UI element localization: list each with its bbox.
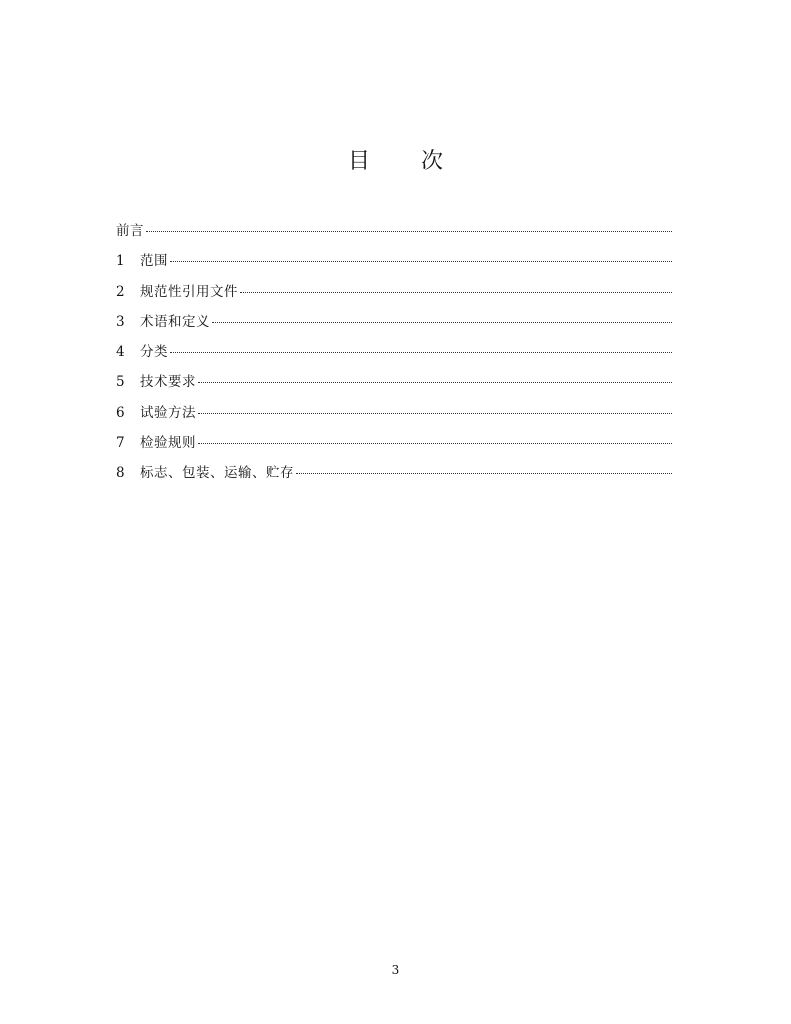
toc-entry-number: 4	[116, 344, 125, 361]
page-number: 3	[391, 963, 400, 977]
toc-entry-number: 2	[116, 283, 125, 300]
toc-title: 目 次	[348, 149, 465, 174]
toc-dot-leader	[146, 231, 672, 232]
toc-entry-preface[interactable]	[116, 216, 672, 246]
toc-entry-normative-references[interactable]	[116, 277, 672, 307]
toc-dot-leader	[240, 292, 672, 293]
toc-dot-leader	[170, 352, 672, 353]
toc-dot-leader	[198, 382, 672, 383]
toc-dot-leader	[198, 413, 672, 414]
toc-entry-scope[interactable]	[116, 246, 672, 276]
toc-entry-number: 1	[116, 253, 125, 270]
toc-entry-label: 技术要求	[140, 374, 196, 391]
toc-entry-label: 检验规则	[140, 435, 196, 452]
toc-entry-number: 6	[116, 404, 125, 421]
toc-dot-leader	[296, 473, 672, 474]
toc-entry-technical-requirements[interactable]	[116, 367, 672, 397]
toc-dot-leader	[170, 261, 672, 262]
toc-dot-leader	[198, 443, 672, 444]
toc-entry-label: 术语和定义	[140, 313, 210, 330]
toc-entry-label: 分类	[140, 344, 168, 361]
toc-entry-number: 5	[116, 374, 125, 391]
toc-entry-label: 标志、包装、运输、贮存	[140, 465, 294, 482]
toc-entry-label: 试验方法	[140, 404, 196, 421]
toc-entry-label: 规范性引用文件	[140, 283, 238, 300]
toc-entry-terms-definitions[interactable]	[116, 307, 672, 337]
toc-entry-marking-packaging[interactable]	[116, 458, 672, 488]
toc-entry-label: 范围	[140, 253, 168, 270]
toc-entry-inspection-rules[interactable]	[116, 428, 672, 458]
toc-entry-number: 3	[116, 313, 125, 330]
toc-entry-classification[interactable]	[116, 337, 672, 367]
toc-list	[116, 216, 672, 489]
toc-entry-test-methods[interactable]	[116, 398, 672, 428]
toc-entry-number: 7	[116, 435, 125, 452]
toc-dot-leader	[212, 322, 672, 323]
toc-entry-label: 前言	[116, 223, 144, 239]
toc-entry-number: 8	[116, 465, 125, 482]
